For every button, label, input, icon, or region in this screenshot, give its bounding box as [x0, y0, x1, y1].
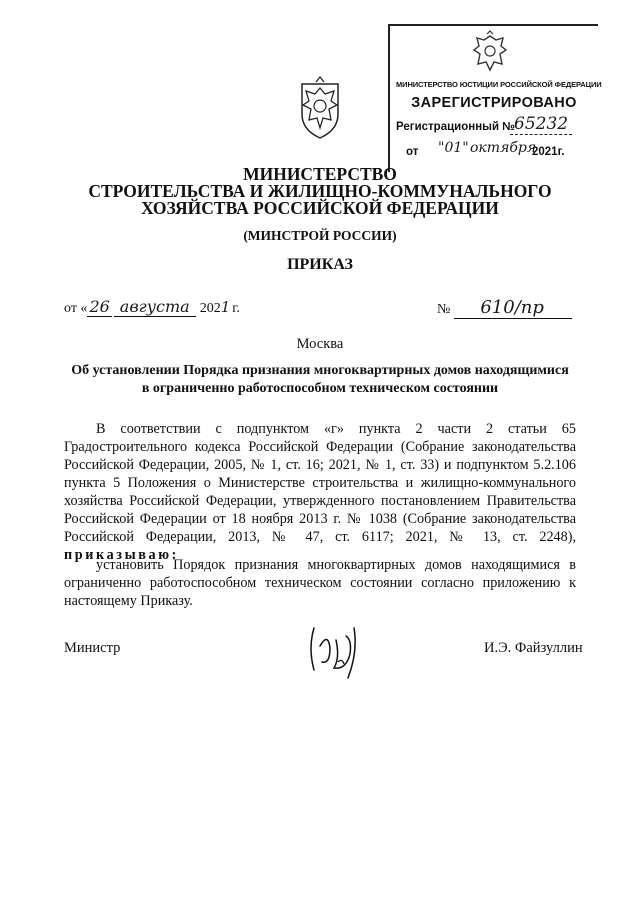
order-date-month: августа: [114, 297, 196, 317]
body-paragraph-1: [64, 420, 576, 564]
stamp-date-prefix: от: [406, 146, 419, 158]
order-date-year-prefix: 202: [199, 301, 221, 316]
ministry-line-1: МИНИСТЕРСТВО: [243, 164, 397, 184]
stamp-date-year: 2021г.: [532, 146, 565, 158]
stamp-reg-label: Регистрационный №: [396, 121, 516, 133]
handwritten-signature: [300, 618, 370, 682]
stamp-ministry-text: МИНИСТЕРСТВО ЮСТИЦИИ РОССИЙСКОЙ ФЕДЕРАЦИИ: [396, 80, 602, 89]
ministry-line-3: ХОЗЯЙСТВА РОССИЙСКОЙ ФЕДЕРАЦИИ: [141, 198, 499, 218]
order-title-line-1: Об установлении Порядка признания многоквартирных домов находящимися: [71, 363, 569, 378]
body-paragraph-1-text: В соответствии с подпунктом «г» пункта 2 части 2 статьи 65 Градостроительного кодекса Российской Федерации (Собрание законодательства Российской Федерации, 2005, № 1, ст. 16; 2021, № 1, ст. 33) и подпунктом 5.2.106 пункта 5 Положения о Министерстве строительства и жилищно-коммунального хозяйства Российской Федерации, утвержденного постановлением Правительства Российской Федерации от 18 ноября 2013 г. № 1038 (Собрание законодательства Российской Федерации, 2013, № 47, ст. 6117; 2021, № 13, ст. 2248),: [64, 421, 576, 545]
stamp-reg-number: 65232: [510, 114, 572, 135]
signatory-name: И.Э. Файзуллин: [484, 640, 583, 656]
order-date-year-digit: 1: [220, 298, 231, 316]
coat-of-arms-icon: [470, 30, 510, 76]
ministry-short-name: (МИНСТРОЙ РОССИИ): [243, 228, 397, 243]
order-title-line-2: в ограниченно работоспособном техническом состоянии: [141, 381, 499, 396]
order-date-day: 26: [89, 297, 110, 316]
order-number-label: №: [437, 302, 451, 317]
order-date-suffix: г.: [232, 301, 240, 316]
stamp-date-day: "01": [438, 140, 469, 156]
order-date: [64, 297, 240, 317]
stamp-date-month: октября: [470, 140, 537, 156]
stamp-registered-text: ЗАРЕГИСТРИРОВАНО: [411, 95, 577, 111]
signatory-position: Министр: [64, 640, 121, 656]
order-number: [437, 297, 572, 319]
ministry-line-2: СТРОИТЕЛЬСТВА И ЖИЛИЩНО-КОММУНАЛЬНОГО: [88, 181, 552, 201]
body-paragraph-2: [64, 556, 576, 610]
double-headed-eagle-icon: [290, 74, 350, 140]
city: Москва: [296, 336, 344, 352]
order-date-prefix: от «: [64, 301, 88, 316]
doc-type-title: ПРИКАЗ: [287, 256, 353, 273]
order-word: приказываю:: [64, 547, 179, 563]
body-paragraph-2-text: установить Порядок признания многоквартирных домов находящимися в ограниченно работоспособном техническом состоянии согласно приложению к настоящему Приказу.: [64, 557, 576, 609]
order-number-value: 610/пр: [454, 297, 572, 319]
